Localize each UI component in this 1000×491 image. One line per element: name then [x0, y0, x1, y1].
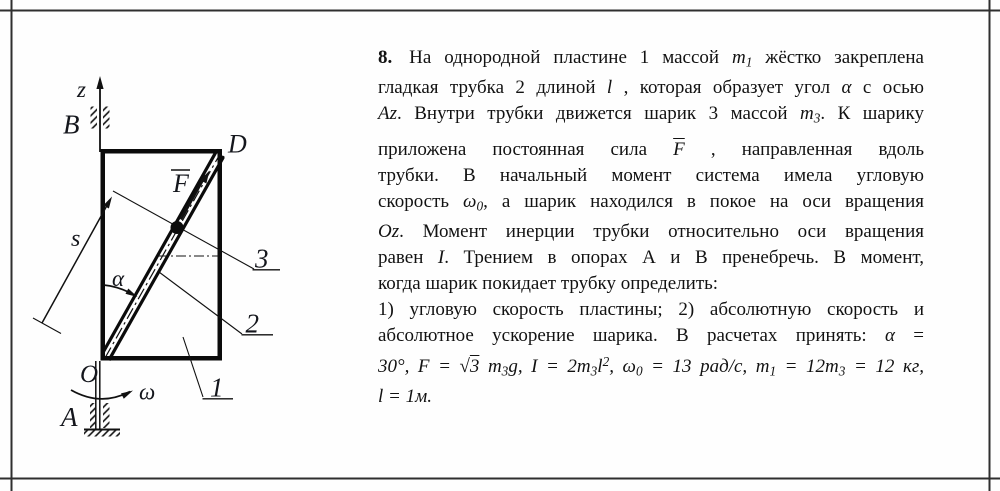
- ball-dot: [171, 221, 184, 234]
- problem-line-12: [378, 349, 924, 384]
- text-run: Oz: [378, 220, 400, 242]
- text-run: 3: [469, 355, 480, 377]
- z-axis-arrowhead: [96, 76, 103, 89]
- text-run: I: [437, 246, 445, 268]
- bearing-A-hatch-right: [103, 403, 110, 428]
- problem-line-3: [378, 101, 924, 131]
- text-run: , направленная вдоль: [684, 138, 925, 160]
- text-run: = 12 кг,: [845, 355, 924, 377]
- text-run: трубки. В начальный момент система имела угловую: [378, 164, 924, 186]
- text-run: 2: [602, 353, 610, 369]
- text-run: m: [731, 47, 746, 68]
- bearing-B-hatch-left: [91, 107, 98, 129]
- plate-number-label: 1: [210, 372, 224, 403]
- omega-label: ω: [139, 379, 156, 405]
- alpha-label: α: [112, 266, 125, 291]
- text-run: α: [841, 77, 852, 99]
- corner-D-label: D: [228, 129, 247, 159]
- text-run: . К шарику: [820, 103, 924, 125]
- text-run: $\overline{F}$: [673, 138, 685, 160]
- text-run: . Момент инерции трубки относительно оси вращения: [399, 220, 924, 242]
- text-run: 3: [590, 363, 598, 379]
- bearing-A-label: A: [61, 402, 78, 432]
- origin-label: O: [80, 361, 99, 388]
- problem-line-4: [378, 137, 924, 163]
- ball-number-label: 3: [255, 243, 269, 274]
- text-run: 30°, F =: [378, 355, 460, 377]
- text-run: , которая образует угол: [612, 77, 842, 99]
- bearing-A-ground-hatch: [84, 431, 120, 437]
- problem-line-1: [378, 45, 924, 75]
- text-run: 1) угловую скорость пластины; 2) абсолютную скорость и: [378, 298, 924, 320]
- text-run: гладкая трубка 2 длиной: [378, 77, 607, 99]
- text-run: g, I = 2m: [508, 355, 591, 377]
- force-label: F: [173, 169, 189, 198]
- text-run: приложена постоянная сила: [378, 138, 674, 160]
- text-run: На однородной пластине 1 массой: [396, 47, 732, 68]
- text-run: когда шарик покидает трубку определить:: [378, 272, 719, 294]
- text-run: =: [894, 324, 924, 346]
- problem-line-11: [378, 323, 924, 349]
- text-run: скорость: [378, 190, 464, 212]
- text-run: l: [606, 77, 613, 99]
- s-arrow-shaft: [42, 200, 110, 323]
- problem-text: [378, 45, 924, 410]
- text-run: 3: [501, 363, 509, 379]
- text-run: с осью: [851, 77, 924, 99]
- text-run: = 12m: [776, 355, 839, 377]
- bearing-B-hatch-right: [103, 107, 110, 129]
- text-run: . Трением в опорах А и В пренебречь. В момент,: [444, 246, 924, 268]
- text-run: l = 1м.: [378, 386, 432, 408]
- problem-line-10: [378, 297, 924, 323]
- text-run: . Внутри трубки движется шарик 3 массой: [397, 103, 800, 125]
- text-run: 1: [769, 363, 777, 379]
- problem-line-5: [378, 163, 924, 189]
- problem-line-8: [378, 245, 924, 271]
- bearing-B-label: B: [63, 109, 80, 140]
- problem-line-7: [378, 219, 924, 245]
- text-run: 3: [813, 110, 821, 126]
- text-run: l: [597, 355, 603, 377]
- text-run: 8.: [378, 47, 393, 68]
- omega-arrowhead: [121, 391, 133, 399]
- text-run: 0: [476, 197, 484, 213]
- text-run: = 13 рад/с, m: [642, 355, 770, 377]
- text-run: абсолютное ускорение шарика. В расчетах принять:: [378, 324, 885, 346]
- bearing-A-hatch-left: [90, 403, 97, 428]
- text-run: жёстко закреплена: [752, 47, 924, 68]
- problem-line-6: [378, 189, 924, 219]
- text-run: m: [800, 103, 814, 125]
- text-run: 3: [838, 363, 846, 379]
- text-run: √: [459, 355, 470, 377]
- text-run: равен: [378, 246, 438, 268]
- problem-line-2: [378, 75, 924, 101]
- text-run: 0: [635, 363, 643, 379]
- text-run: α: [885, 324, 895, 346]
- text-run: 1: [745, 54, 753, 70]
- text-run: , а шарик находился в покое на оси вращения: [483, 190, 924, 212]
- text-run: Az: [378, 103, 397, 125]
- s-label: s: [71, 226, 81, 252]
- problem-line-9: [378, 271, 924, 297]
- z-axis-label: z: [77, 77, 86, 102]
- s-extension-tick: [33, 318, 61, 334]
- text-run: , ω: [609, 355, 636, 377]
- tube-number-label: 2: [245, 308, 259, 339]
- problem-line-13: [378, 384, 924, 410]
- text-run: ω: [463, 190, 477, 212]
- text-run: m: [479, 355, 502, 377]
